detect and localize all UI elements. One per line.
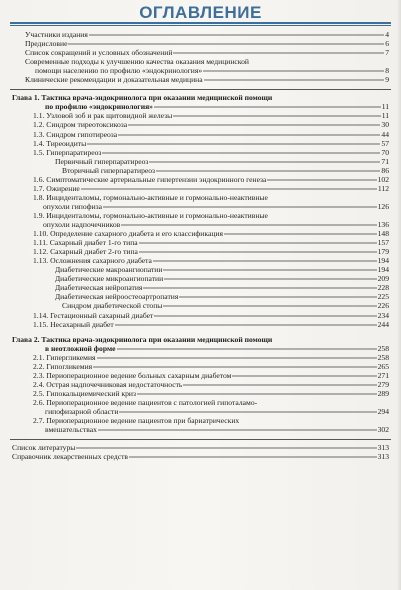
dot-leader: [68, 44, 384, 45]
toc-page-number: 265: [377, 361, 389, 371]
toc-page-number: 289: [377, 388, 389, 398]
toc-entry-label: Список сокращений и условных обозначений: [25, 48, 173, 58]
toc-page-number: 194: [377, 265, 389, 275]
toc-entry-label-cont: опухоли надпочечников: [43, 219, 121, 229]
toc-page-number: 112: [377, 183, 389, 193]
toc-entry-label: 2.3. Периоперационное ведение больных сахарным диабетом: [33, 370, 232, 380]
toc-entry-label: 1.6. Симптоматические артериальные гипертензии эндокринного генеза: [33, 174, 267, 184]
toc-entry-label: 1.2. Синдром тиреотоксикоза: [33, 120, 128, 130]
section-divider: [10, 439, 391, 440]
toc-entry-label: 2.7. Периоперационное ведение пациентов при бариатрических: [33, 416, 240, 426]
toc-entry: [43, 220, 389, 229]
toc-page-number: 70: [381, 147, 389, 157]
dot-leader: [129, 457, 377, 458]
toc-entry-label: Синдром диабетической стопы: [62, 301, 163, 311]
toc-page-number: 209: [377, 274, 389, 284]
toc-page-number: 6: [385, 39, 389, 49]
toc-page-number: 226: [377, 301, 389, 311]
dot-leader: [117, 348, 377, 349]
toc-entry-label: Диабетическая нейроостеоартропатия: [55, 292, 179, 302]
chapter-heading: [45, 102, 389, 111]
toc-entry-label: Предисловие: [25, 39, 68, 49]
toc-entry: [33, 320, 389, 329]
dot-leader: [121, 224, 376, 225]
toc-entry: [33, 371, 389, 380]
dot-leader: [97, 357, 377, 358]
dot-leader: [81, 188, 377, 189]
toc-page-number: 228: [377, 283, 389, 293]
toc-entry-label: Глава 1. Тактика врача-эндокринолога при оказании медицинской помощи: [12, 93, 273, 103]
toc-page-number: 86: [381, 165, 389, 175]
dot-leader: [179, 297, 376, 298]
toc-entry: [33, 311, 389, 320]
toc-page-number: 179: [377, 247, 389, 257]
toc-entry-label: 2.2. Гипогликемия: [33, 361, 93, 371]
dot-leader: [137, 393, 377, 394]
dot-leader: [87, 143, 380, 144]
toc-entry-label: 1.7. Ожирение: [33, 183, 80, 193]
toc-page-number: 258: [377, 352, 389, 362]
toc-entry: [55, 274, 389, 283]
toc-page-number: 9: [385, 75, 389, 85]
toc-entry: [55, 283, 389, 292]
toc-entry-label: Современные подходы к улучшению качества оказания медицинской: [25, 57, 249, 67]
toc-entry: [33, 380, 389, 389]
dot-leader: [115, 324, 377, 325]
toc-entry-label-cont: вмешательствах: [45, 425, 97, 435]
toc-entry: [35, 66, 389, 75]
toc-entry-label: 1.4. Тиреоидиты: [33, 138, 87, 148]
dot-leader: [163, 270, 376, 271]
toc-entry-label: 2.4. Острая надпочечниковая недостаточность: [33, 379, 183, 389]
dot-leader: [98, 430, 377, 431]
toc-entry-label: 1.11. Сахарный диабет 1-го типа: [33, 238, 138, 248]
dot-leader: [224, 234, 377, 235]
dot-leader: [102, 152, 380, 153]
dot-leader: [118, 134, 380, 135]
toc-entry-label: Первичный гиперпаратиреоз: [55, 156, 149, 166]
dot-leader: [173, 116, 380, 117]
dot-leader: [183, 384, 376, 385]
toc-page-number: 244: [377, 319, 389, 329]
toc-entry-label: Диабетическая нейропатия: [55, 283, 143, 293]
dot-leader: [204, 80, 385, 81]
toc-entry-label: 1.15. Несахарный диабет: [33, 319, 114, 329]
toc-page-number: 279: [377, 379, 389, 389]
toc-entry-label: 1.12. Сахарный диабет 2-го типа: [33, 247, 138, 257]
toc-entry-label: Клинические рекомендации и доказательная медицина: [25, 75, 203, 85]
toc-entry-label: Глава 2. Тактика врача-эндокринолога при оказании медицинской помощи: [12, 334, 273, 344]
toc-entry: [33, 111, 389, 120]
toc-page-number: 11: [381, 111, 389, 121]
toc-entry-label: 2.5. Гипокальциемический криз: [33, 388, 136, 398]
toc-entry-label: Список литературы: [12, 443, 76, 453]
toc-entry-label-cont: помощи населению по профилю «эндокринология»: [35, 66, 203, 76]
dot-leader: [164, 279, 376, 280]
toc-entry: [55, 157, 389, 166]
toc-entry: [25, 30, 389, 39]
toc-page-number: 148: [377, 229, 389, 239]
toc-entry: [25, 75, 389, 84]
toc-entry-label-cont: гипофизарной области: [45, 406, 119, 416]
toc-entry: [12, 452, 389, 461]
toc-entry: [33, 184, 389, 193]
dot-leader: [89, 35, 384, 36]
toc-page-number: 294: [377, 406, 389, 416]
dot-leader: [173, 53, 384, 54]
toc-page-number: 302: [377, 425, 389, 435]
toc-entry: [33, 130, 389, 139]
title-rule-thin: [10, 25, 391, 26]
toc-entry-label: 1.3. Синдром гипотиреоза: [33, 129, 118, 139]
toc-page-number: 313: [377, 452, 389, 462]
toc-entry-label: Участники издания: [25, 30, 88, 39]
dot-leader: [156, 170, 380, 171]
toc-page-number: 102: [377, 174, 389, 184]
toc-page-number: 44: [381, 129, 389, 139]
toc-entry: [55, 265, 389, 274]
toc-entry-label: Диабетические макроангиопатии: [55, 265, 163, 275]
toc-entry-label: 1.10. Определение сахарного диабета и его классификация: [33, 229, 223, 239]
dot-leader: [149, 161, 380, 162]
dot-leader: [139, 243, 377, 244]
toc-entry: [62, 301, 389, 310]
toc-entry-label-cont: в неотложной форме: [45, 343, 116, 353]
dot-leader: [203, 71, 384, 72]
toc-entry-label: Вторичный гиперпаратиреоз: [62, 165, 156, 175]
toc-entry: [33, 238, 389, 247]
toc-entry: [33, 389, 389, 398]
toc-entry: [45, 425, 389, 434]
toc-entry: [33, 229, 389, 238]
toc-entry: [62, 166, 389, 175]
toc-entry-label: 1.9. Инциденталомы, гормонально-активные и гормонально-неактивные: [33, 210, 268, 220]
toc-page-number: 7: [385, 48, 389, 58]
dot-leader: [154, 315, 376, 316]
dot-leader: [128, 125, 380, 126]
toc-entry: [43, 202, 389, 211]
toc-entry: [55, 292, 389, 301]
dot-leader: [139, 252, 377, 253]
dot-leader: [154, 107, 381, 108]
toc-entry-label-cont: опухоли гипофиза: [43, 201, 103, 211]
dot-leader: [163, 306, 376, 307]
toc-entry: [33, 120, 389, 129]
toc-page-number: 313: [377, 443, 389, 453]
toc-entry-label: Диабетические микроангиопатии: [55, 274, 164, 284]
dot-leader: [232, 375, 376, 376]
toc-page-number: 258: [377, 343, 389, 353]
toc-page-number: 4: [385, 30, 389, 39]
toc-page-number: 136: [377, 219, 389, 229]
toc-entry-label: 1.14. Гестационный сахарный диабет: [33, 310, 154, 320]
toc-page-number: 234: [377, 310, 389, 320]
toc-entry: [12, 443, 389, 452]
toc-entry-label: 1.5. Гиперпаратиреоз: [33, 147, 102, 157]
chapter-heading: [45, 344, 389, 353]
toc-entry: [33, 148, 389, 157]
dot-leader: [119, 411, 376, 412]
toc-entry: [33, 362, 389, 371]
toc-entry: [25, 39, 389, 48]
toc-entry-label: 1.13. Осложнения сахарного диабета: [33, 256, 152, 266]
toc-entry: [25, 48, 389, 57]
toc-page-number: 11: [381, 102, 389, 112]
title-rule: [10, 22, 391, 24]
section-divider: [10, 89, 391, 90]
toc-page-number: 194: [377, 256, 389, 266]
toc-entry: [33, 139, 389, 148]
dot-leader: [76, 448, 376, 449]
toc-page-number: 71: [381, 156, 389, 166]
dot-leader: [103, 206, 377, 207]
toc-page-number: 8: [385, 66, 389, 76]
toc-entry-label: 1.8. Инциденталомы, гормонально-активные и гормонально-неактивные: [33, 192, 268, 202]
toc-entry-label: 1.1. Узловой зоб и рак щитовидной железы: [33, 111, 173, 121]
toc-entry: [33, 256, 389, 265]
toc-page-number: 157: [377, 238, 389, 248]
dot-leader: [267, 179, 376, 180]
toc-entry: [45, 407, 389, 416]
toc-entry: [33, 247, 389, 256]
dot-leader: [93, 366, 376, 367]
toc-entry-label: 2.1. Гипергликемия: [33, 352, 96, 362]
page-title: ОГЛАВЛЕНИЕ: [139, 3, 262, 22]
toc-entry-label: 2.6. Периоперационное ведение пациентов с патологией гипоталамо-: [33, 397, 258, 407]
toc-page-number: 126: [377, 201, 389, 211]
dot-leader: [153, 261, 377, 262]
toc-page-number: 30: [381, 120, 389, 130]
spine-shadow: [397, 0, 401, 590]
toc-page-number: 271: [377, 370, 389, 380]
toc-entry-label: Справочник лекарственных средств: [12, 452, 128, 462]
toc-page-number: 225: [377, 292, 389, 302]
dot-leader: [143, 288, 376, 289]
toc-entry-label-cont: по профилю «эндокринология»: [45, 102, 153, 112]
toc-page-number: 57: [381, 138, 389, 148]
toc-entry: [33, 353, 389, 362]
toc-entry: [33, 175, 389, 184]
